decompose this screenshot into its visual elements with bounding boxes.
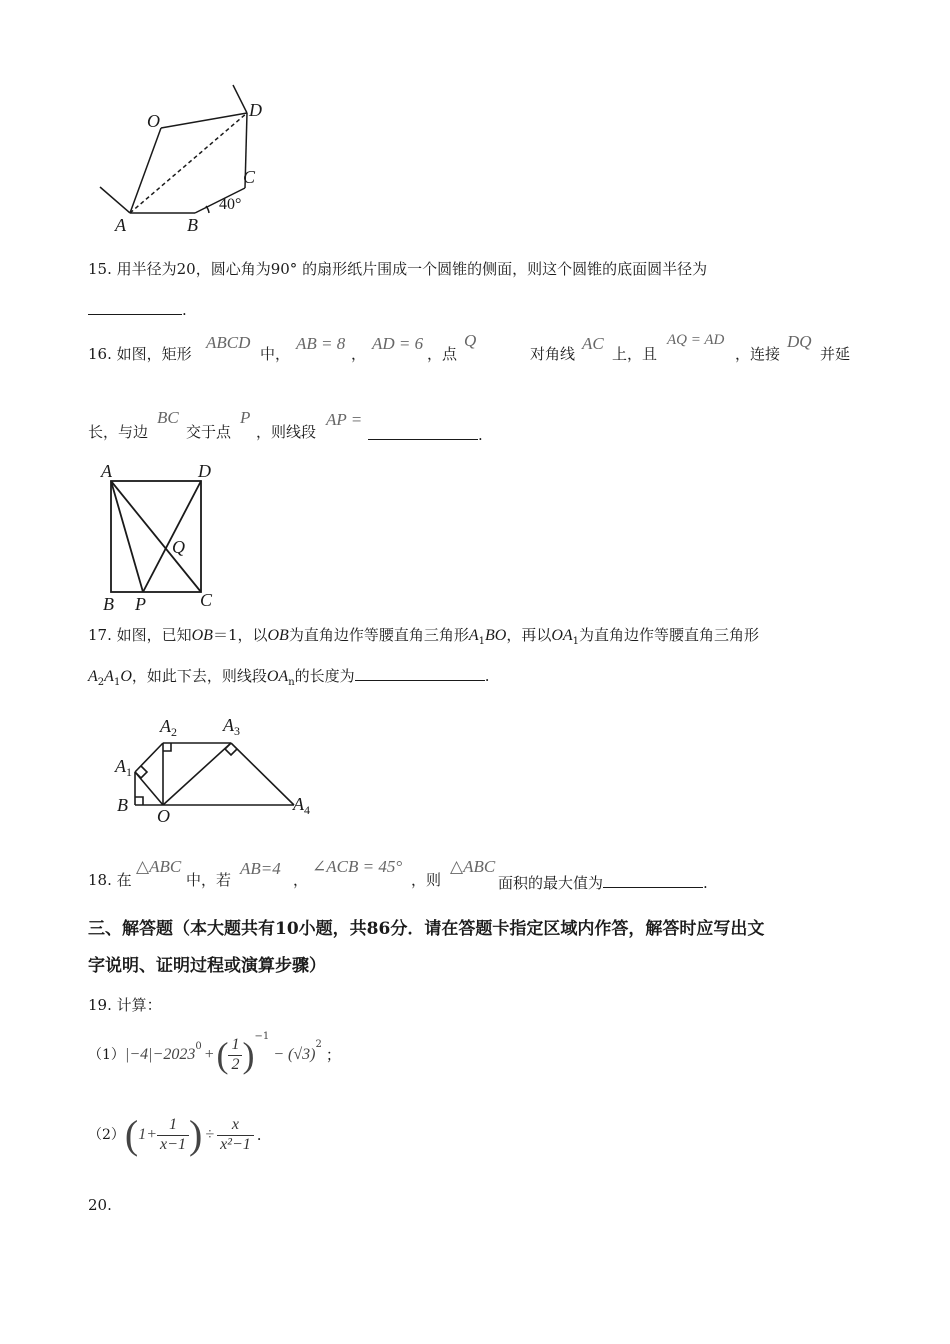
q18-t3: ，则: [411, 871, 442, 889]
q16-ad: AD = 6: [372, 334, 424, 353]
q19-p2-end: .: [256, 1125, 262, 1144]
q17-a1: A: [104, 668, 114, 685]
q16-t4: 对角线: [530, 345, 576, 363]
q19-p2-f2-num: x: [217, 1116, 254, 1135]
q17-oan: OA: [266, 668, 289, 685]
q19-part2: [88, 1110, 262, 1160]
q16-l2a: 长，与边: [88, 423, 149, 441]
q19-part1: [88, 1030, 341, 1080]
q17-oa1: OA: [551, 627, 573, 644]
q17-l1b: ＝1，以: [212, 626, 268, 644]
q19-p2-one: 1+: [138, 1126, 158, 1143]
q16-t5: 上，且: [612, 345, 658, 363]
q16-ab: AB = 8: [296, 334, 346, 353]
q17-l1c: 为直角边作等腰直角三角形: [288, 626, 469, 644]
q19-p2-rparen: ): [188, 1112, 203, 1157]
q17-a2-sub: 2: [97, 677, 105, 688]
label-b: B: [103, 594, 114, 614]
section-3-heading: 三、解答题（本大题共有10小题，共86分．请在答题卡指定区域内作答，解答时应写出文: [88, 919, 765, 939]
q19-p2-f1-num: 1: [157, 1116, 189, 1135]
q19-p1-label: （1）: [88, 1047, 125, 1063]
q19-p1-exp0: 0: [195, 1041, 202, 1052]
q20-title: 20.: [88, 1196, 112, 1214]
q16-dq: DQ: [787, 332, 812, 351]
q17-ob1: OB: [191, 627, 213, 644]
q19-p1-sqrt: (√3): [288, 1046, 316, 1063]
label-angle-40: 40°: [219, 196, 242, 213]
q19-p1-minus: −: [273, 1046, 285, 1063]
q19-p2-f1-den: x−1: [160, 1135, 186, 1153]
label-q: Q: [172, 537, 185, 557]
q17-l1e: 为直角边作等腰直角三角形: [579, 626, 760, 644]
q17-a1-sub: 1: [113, 677, 121, 688]
q16-num: 16. 如图，矩形: [88, 345, 192, 363]
label-b: B: [187, 215, 198, 235]
q17-a1bo-sub: 1: [478, 636, 485, 647]
q17-end: .: [484, 667, 490, 685]
label-a: A: [115, 215, 126, 235]
label-a3: $A_3$: [223, 715, 240, 738]
label-o: O: [147, 111, 160, 131]
q19-p2-div: ÷: [205, 1126, 215, 1143]
q18-end: .: [703, 874, 708, 892]
q16-t3: ，点: [427, 345, 458, 363]
q16-ap: AP =: [326, 410, 363, 429]
label-p: P: [135, 594, 146, 614]
q16-aqad: AQ = AD: [667, 332, 725, 348]
q16-l2b: 交于点: [186, 423, 232, 441]
q19-p2-f2-den: x²−1: [220, 1135, 251, 1153]
q18-t1: 中，若: [186, 871, 232, 889]
q17-a1bo-rest: BO: [485, 627, 507, 644]
q18-tri2: △ABC: [450, 857, 496, 876]
q19-p2-fraction1: [157, 1116, 189, 1154]
label-a2: $A_2$: [160, 716, 177, 739]
q18-num: 18. 在: [88, 871, 132, 889]
label-a: A: [101, 461, 112, 481]
q18-answer: [498, 873, 708, 891]
q19-p2-lparen: (: [124, 1112, 139, 1157]
label-c: C: [200, 590, 213, 610]
q17-l2b: ，如此下去，则线段: [131, 667, 267, 685]
label-c: C: [243, 167, 256, 187]
question-16: [88, 347, 192, 362]
q16-abcd: ABCD: [206, 333, 251, 352]
q17-blank[interactable]: [355, 666, 485, 681]
q17-l1a: 17. 如图，已知: [88, 626, 192, 644]
q16-blank[interactable]: [368, 425, 478, 440]
q18-t2: ，: [293, 871, 309, 889]
q18-angle: ∠ACB = 45°: [312, 857, 403, 876]
q16-t6: ，连接: [735, 345, 781, 363]
q19-p1-lparen: (: [216, 1035, 229, 1075]
q18-tri1: △ABC: [136, 857, 182, 876]
q19-title: 19. 计算：: [88, 996, 162, 1014]
q16-t2: ，: [351, 345, 367, 363]
q17-oan-sub: n: [288, 677, 295, 688]
q17-l2c: 的长度为: [294, 667, 355, 685]
q18-blank[interactable]: [603, 873, 703, 888]
figure-q14: [95, 80, 285, 240]
q17-a2: A: [88, 668, 98, 685]
q19-p1-expr: |−4|−2023: [124, 1046, 196, 1063]
q17-l1d: ，再以: [506, 626, 552, 644]
q16-ac: AC: [582, 334, 604, 353]
label-o: O: [157, 806, 170, 826]
q19-p1-fraction: [228, 1036, 242, 1074]
q16-l2c: ，则线段: [256, 423, 317, 441]
q19-p1-exp2: 2: [315, 1039, 322, 1050]
section-3-heading-line2: 字说明、证明过程或演算步骤）: [88, 956, 326, 976]
q19-p2-fraction2: [217, 1116, 254, 1154]
label-b: B: [117, 795, 128, 815]
question-15: [88, 262, 707, 277]
q19-p1-rparen: ): [242, 1035, 255, 1075]
q19-p1-exp: −1: [254, 1031, 270, 1042]
q17-oa1-sub: 1: [572, 636, 580, 647]
q17-a1bo: A: [468, 627, 479, 644]
q17-o: O: [120, 668, 132, 685]
label-d: D: [249, 100, 262, 120]
q16-end: .: [478, 426, 483, 444]
q15-end: .: [182, 301, 187, 319]
q19-p1-end: ；: [325, 1045, 341, 1064]
q19-p1-den: 2: [231, 1055, 240, 1073]
q16-answer: [368, 425, 483, 443]
q18-t4: 面积的最大值为: [498, 874, 604, 892]
q15-text: 15. 用半径为20，圆心角为90° 的扇形纸片围成一个圆锥的侧面，则这个圆锥的底面圆半径为: [88, 260, 708, 278]
q16-bc: BC: [157, 408, 179, 427]
question-17: [88, 628, 759, 647]
q19-p1-plus: +: [203, 1046, 215, 1063]
q19-p1-num: 1: [228, 1036, 242, 1055]
q15-blank[interactable]: [88, 300, 182, 315]
q16-t7: 并延: [820, 345, 851, 363]
figure-q17: [112, 712, 322, 827]
q16-q: Q: [464, 331, 477, 350]
q16-p: P: [240, 408, 251, 427]
q18-ab: AB=4: [240, 859, 281, 878]
figure-q16: [98, 462, 228, 612]
question-17-line2: [88, 666, 489, 688]
label-d: D: [198, 461, 211, 481]
q15-answer-line: [88, 300, 187, 318]
q17-ob2: OB: [267, 627, 289, 644]
label-a4: $A_4$: [293, 794, 310, 817]
q16-t1: 中，: [260, 345, 291, 363]
label-a1: $A_1$: [115, 756, 132, 779]
q19-p2-label: （2）: [88, 1127, 125, 1143]
